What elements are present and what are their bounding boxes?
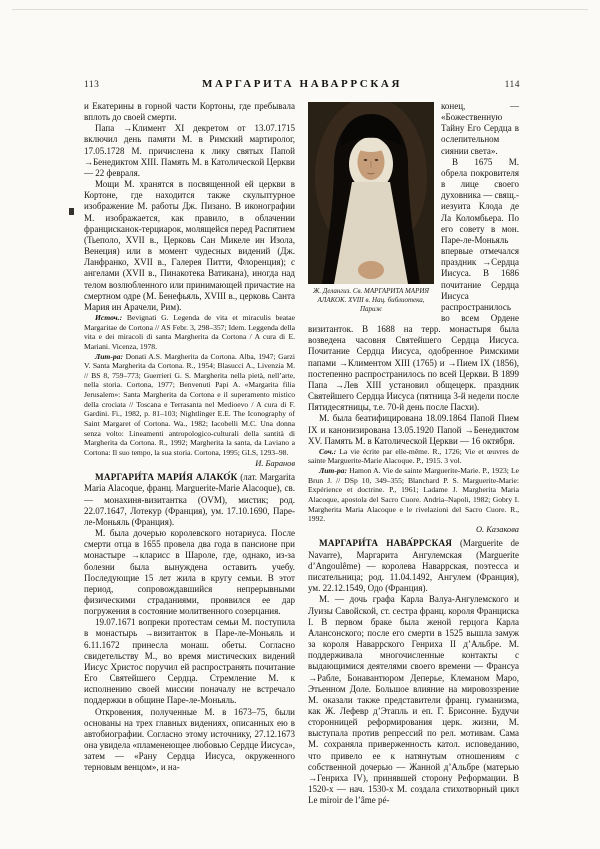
entry-lead-paragraph — [84, 472, 295, 528]
body-paragraph: М. была беатифицирована 18.09.1864 Папой Пием IX и канонизирована 13.05.1920 Папой →Бенедиктом XV. Память М. в Католической Церкви — 16 октября. — [308, 413, 519, 446]
literature-paragraph — [308, 466, 519, 524]
scan-speck — [69, 208, 74, 215]
body-paragraph: 19.07.1671 вопреки протестам семьи М. поступила в монастырь →визитанток в Паре-ле-Моньяль и 6.11.1672 принесла монаш. обеты. Согласно свидетельству М., во время мистических видений Иисус Христос поручил ей распространять почитание Его Святейшего Сердца. Стремление М. к исполнению своей миссии поначалу не встречало поддержки в общине Паре-ле-Моньяль. — [84, 617, 295, 706]
author-signature: О. Казакова — [476, 524, 519, 534]
literature-text: Hamon A. Vie de sainte Marguerite-Marie. P., 1923; Le Brun J. // DSp 10, 349–355; Blanchard P. S. Marguerite-Marie: Expérience et doctrine. P., 1961; Ladame J. Margherita Maria Alacoque, apostola del Sacro Cuore. Andria–Napoli, 1982; Gobry I. Margherita Maria Alacoque e le rivelazioni del Sacro Cuore. R., 1992. — [308, 466, 519, 524]
entry-intro: (лат. Margarita Maria Alacoque, франц. Marguerite-Marie Alacoque), св. — монахиня-визитантка (OVM), мистик; род. 22.07.1647, Лотекур (Франция), ум. 17.10.1690, Паре-ле-Моньяль (Франция). — [84, 472, 296, 527]
entry-heading-navarre: МАРГАРИ́ТА НАВА́РРСКАЯ — [319, 538, 453, 549]
running-title: МАРГАРИТА НАВАРРСКАЯ — [201, 78, 403, 90]
sources-label: Источ.: — [95, 312, 123, 322]
body-paragraph: Мощи М. хранятся в посвященной ей церкви в Кортоне, где находится также скульптурное изображение М. работы Дж. Пизано. В иконографии М. изображается, как правило, в облачении францисканок-терциарок, молящейся перед Распятием (Тьеполо, XVII в., Церковь Сан Микеле ин Изола, Венеция) или в момент чудесных видений (Дж. Ланфранко, XVII в., Галерея Питти, Флоренция); с ангелами (XVII в., Пинакотека Ватикана), иногда над телом возлюбленного или принимающей причастие на смертном одре (М. Бенефьяль, XVIII в., церковь Санта Мария ин Арачели, Рим). — [84, 179, 295, 312]
page-number-right: 114 — [504, 80, 520, 90]
nun-coif-edge — [356, 140, 386, 152]
right-column — [308, 101, 519, 806]
left-column — [84, 101, 295, 806]
entry-intro: (Marguerite de Navarre), Маргарита Ангулемская (Marguerite d’Angoulême) — королева Наваррская, поэтесса и писательница; род. 11.04.1492, Ангулем (Франция), ум. 22.12.1549, Одо (Франция). — [308, 538, 520, 594]
two-column-layout — [84, 101, 520, 806]
nun-hands — [358, 261, 384, 279]
literature-label: Лит-ра: — [95, 351, 123, 361]
body-paragraph: В 1675 М. обрела покровителя в лице своего духовника — свящ.-иезуита Клода де Ла Коломбьера. По его совету в мон. Паре-ле-Моньяль впервые отмечался праздник →Сердца Иисуса. В 1686 почитание Сердца Иисуса распространилось во всем Ордене визитанток. В 1688 на терр. монастыря была возведена часовня Святейшего Сердца Иисуса. Почитание Сердца Иисуса, одобренное Римскими папами →Климентом XIII (1765) и →Пием IX (1856), постепенно распространилось по всей Церкви. В 1899 Папа →Лев XIII установил общецерк. праздник Святейшего Сердца Иисуса (пятница 3-й недели после Пятидесятницы, т.е. 70-й день после Пасхи). — [308, 156, 519, 413]
page-header — [84, 78, 520, 90]
author-signature: И. Баранов — [255, 458, 295, 468]
portrait-image — [308, 102, 434, 284]
body-paragraph: Папа →Климент XI декретом от 13.07.1715 включил день памяти М. в Римский мартиролог, 17.05.1728 М. причислена к лику святых Папой →Бенедиктом XIII. Память М. в Католической Церкви — 22 февраля. — [84, 123, 295, 178]
portrait-figure — [308, 102, 434, 315]
page-number-left: 113 — [84, 80, 100, 90]
body-paragraph: М. — дочь графа Карла Валуа-Ангулемского и Луизы Савойской, ст. сестра франц. короля Франциска I. В первом браке была женой герцога Карла Алансонского; после его смерти в 1525 вышла замуж за короля Наваррского Генриха II д’Альбре. М. поддерживала многочисленные контакты с выдающимися деятелями своего времени — Франсуа →Рабле, Бонавантюром Деперье, Клеманом Маро, Этьенном Доле. Большое влияние на мировоззрение М. оказали также представители франц. гуманизма, как Ж. Лефевр д’Этапль и еп. Г. Брисонне. Будучи сторонницей реформирования церк. жизни, М. выступала против репрессий по рел. мотивам. Сама М. сохраняла приверженность катол. исповеданию, что привело ее к натянутым отношениям с собственной дочерью — Жанной д’Альбре (матерью →Генриха IV), принявшей сторону Реформации. В 1520-х — нач. 1530-х М. создала стихотворный цикл Le miroir de l’âme pé- — [308, 594, 519, 806]
nun-eye-left — [364, 159, 367, 161]
sources-text: Bevignati G. Legenda de vita et miraculis beatae Margaritae de Cortona // AS Febr. 3, 298–357; Idem. Leggenda della vita e dei miracoli di santa Margherita da Cortona / A cura di E. Mariani. Vicenza, 1978. — [84, 312, 295, 351]
body-paragraph: Откровения, полученные М. в 1673–75, были основаны на трех главных видениях, описанных ею в автобиографии. Согласно этому источнику, 27.12.1673 она увидела «пламенеющее любовью Сердце Иисуса», затем — «Рану Сердца Иисуса, окруженного терновым венцом», и на- — [84, 706, 295, 773]
works-paragraph — [308, 447, 519, 466]
body-paragraph: и Екатерины в горной части Кортоны, где пребывала вплоть до своей смерти. — [84, 101, 295, 123]
body-paragraph: конец, — «Божественную Тайну Его Сердца в ослепительном сиянии света». — [441, 101, 519, 156]
entry-heading-alacoque: МАРГАРИ́ТА МАРИ́Я АЛАКО́К — [95, 472, 238, 482]
figure-caption: Ж. Делангиз. Св. МАРГАРИТА МАРИЯ АЛАКОК. XVIII в. Нац. библиотека, Париж — [312, 287, 430, 314]
page-edge-line — [12, 9, 588, 10]
body-paragraph: М. была дочерью королевского нотариуса. После смерти отца в 1655 провела два года в пансионе при монастыре →кларисс в Шароле, где, однако, из-за болезни была вынуждена оставить учебу. Последующие 15 лет жила в кругу семьи. В этот период, сопровождавшийся непрерывными физическими страданиями, проявился ее дар погружения в состояние молитвенного созерцания. — [84, 528, 295, 617]
nun-eye-right — [375, 159, 378, 161]
literature-paragraph — [84, 352, 295, 458]
literature-label: Лит-ра: — [319, 466, 347, 476]
entry-lead-paragraph — [308, 538, 519, 594]
works-label: Соч.: — [319, 446, 337, 456]
sources-paragraph — [84, 313, 295, 352]
literature-text: Donati A.S. Margherita da Cortona. Alba, 1947; Garzi V. Santa Margherita da Cortona. R., 1954; Blasucci A., Livenzia M. // BS 8, 759–773; Guerrieri G. S. Margherita nella pietà, nell’arte, nella storia. Cortona, 1977; Benvenuti Papi A. «Margarita filia Jerusalem»: Santa Margherita da Cortona e il superamento mistico della crociata // Toscana e Terrasanta nel Medioevo / A cura di F. Gardini. Fi., 1982, p. 81–103; Nightlinger E.E. The Iconography of Saint Margaret of Cortona. Wa., 1982; Iacobelli M.C. Una donna senza volto: Lineamenti antropologico-culturali della santità di Margherita da Cortona. R., 1992; Margherita la santa, da Laviano a Cortona: Il suo tempo, la sua storia. Cortona, 1995; GLS, 1293–98. — [84, 351, 295, 457]
works-text: La vie écrite par elle-même. R., 1726; Vie et œuvres de sainte Marguerite-Marie Alacoque. P., 1915. 3 vol. — [308, 446, 519, 466]
